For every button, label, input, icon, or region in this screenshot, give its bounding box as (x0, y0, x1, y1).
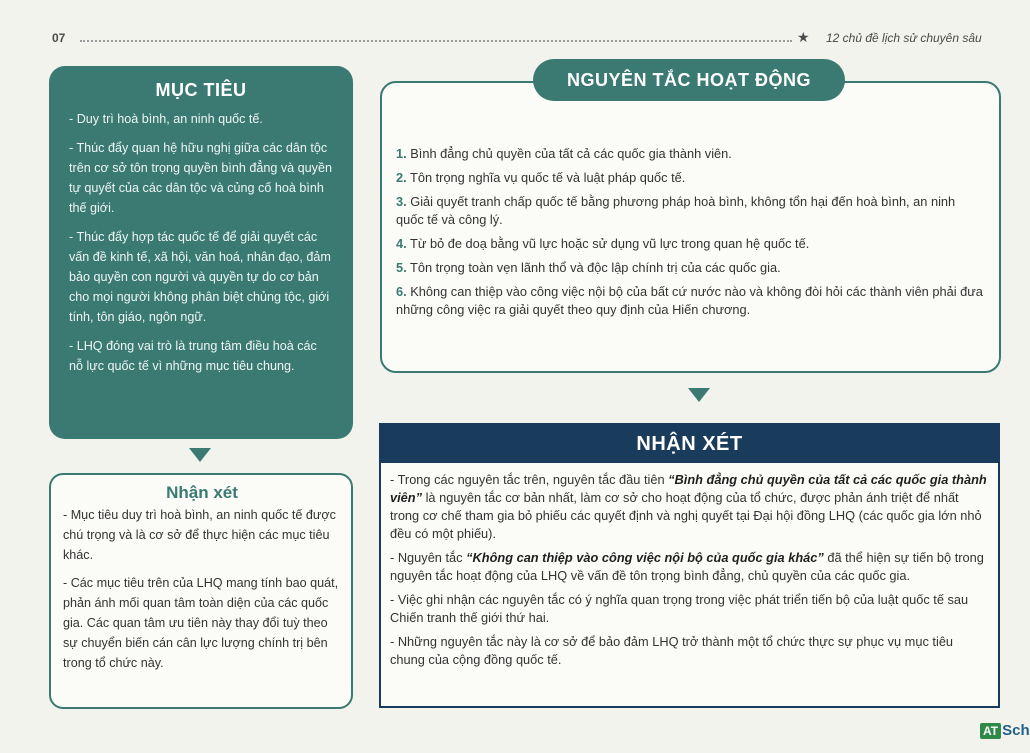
logo-mark-icon: AT (980, 723, 1001, 739)
nguyen-tac-item: 6. Không can thiệp vào công việc nội bộ của bất cứ nước nào và không đòi hỏi các thành viên phải đưa những công việc ra giải quyết theo quy định của Hiến chương. (396, 284, 983, 317)
nguyen-tac-item: 3. Giải quyết tranh chấp quốc tế bằng phương pháp hoà bình, không tổn hại đến hoà bình, an ninh quốc tế và công lý. (396, 194, 956, 227)
nhan-xet-header: NHẬN XÉT (381, 425, 998, 463)
nhan-xet-nguyen-tac-box (379, 423, 1000, 708)
nhan-xet-paragraph: - Việc ghi nhận các nguyên tắc có ý nghĩa quan trọng trong việc phát triển tiến bộ của luật quốc tế sau Chiến tranh thế giới thứ hai. (390, 592, 969, 625)
muc-tieu-item: - Duy trì hoà bình, an ninh quốc tế. (69, 112, 263, 126)
star-icon: ★ (797, 29, 810, 45)
nguyen-tac-item: 1. Bình đẳng chủ quyền của tất cả các quốc gia thành viên. (396, 146, 732, 161)
nhan-xet-item: - Các mục tiêu trên của LHQ mang tính bao quát, phản ánh mối quan tâm toàn diện của các quốc gia. Các quan tâm ưu tiên này thay đổi tuỳ theo sự chuyển biến cán cân lực lượng chính trị bên trong tổ chức này. (63, 576, 339, 670)
muc-tieu-item: - Thúc đẩy quan hệ hữu nghị giữa các dân tộc trên cơ sở tôn trọng quyền bình đẳng và quyền tự quyết của các dân tộc và củng cố hoà bình thế giới. (69, 141, 332, 215)
nguyen-tac-box (380, 81, 1001, 373)
logo-text: Sch (1002, 722, 1030, 739)
nguyen-tac-item: 4. Từ bỏ đe doạ bằng vũ lực hoặc sử dụng vũ lực trong quan hệ quốc tế. (396, 236, 810, 251)
nhan-xet-paragraph: - Trong các nguyên tắc trên, nguyên tắc đầu tiên “Bình đẳng chủ quyền của tất cả các quốc gia thành viên” là nguyên tắc cơ bản nhất, làm cơ sở cho hoạt động của tổ chức, được phản ánh triệt để nhất trong cơ chế tham gia bỏ phiếu các quyết định và nghị quyết tại Đại hội đồng LHQ (các quốc gia lớn nhỏ đều có một phiếu). (390, 472, 987, 541)
down-arrow-icon (189, 448, 211, 462)
nhan-xet-paragraph: - Những nguyên tắc này là cơ sở để bảo đảm LHQ trở thành một tổ chức thực sự phục vụ mục tiêu chung của cộng đồng quốc tế. (390, 634, 954, 667)
muc-tieu-item: - Thúc đẩy hợp tác quốc tế để giải quyết các vấn đề kinh tế, xã hội, văn hoá, nhân đạo, đảm bảo quyền con người và quyền tự do cơ bản cho mọi người không phân biệt chủng tộc, giới tính, tôn giáo, ngôn ngữ. (69, 230, 331, 324)
muc-tieu-item: - LHQ đóng vai trò là trung tâm điều hoà các nỗ lực quốc tế vì những mục tiêu chung. (69, 339, 317, 373)
header-dotted-rule (80, 40, 792, 42)
page-number: 07 (52, 31, 66, 45)
nhan-xet-muc-tieu-box (49, 473, 353, 709)
publisher-logo (980, 722, 1030, 739)
nguyen-tac-title: NGUYÊN TẮC HOẠT ĐỘNG (533, 59, 845, 101)
down-arrow-icon (688, 388, 710, 402)
muc-tieu-title: MỤC TIÊU (155, 80, 247, 100)
nguyen-tac-item: 2. Tôn trọng nghĩa vụ quốc tế và luật pháp quốc tế. (396, 170, 686, 185)
nguyen-tac-item: 5. Tôn trọng toàn vẹn lãnh thổ và độc lập chính trị của các quốc gia. (396, 260, 781, 275)
nhan-xet-item: - Mục tiêu duy trì hoà bình, an ninh quốc tế được chú trọng và là cơ sở để thực hiện các mục tiêu khác. (63, 508, 336, 562)
nhan-xet-paragraph: - Nguyên tắc “Không can thiệp vào công việc nội bộ của quốc gia khác” đã thể hiện sự tiến bộ trong nguyên tắc hoạt động của LHQ về vấn đề tôn trọng bình đẳng, chủ quyền của các quốc gia. (390, 550, 984, 583)
running-title: 12 chủ đề lịch sử chuyên sâu (826, 31, 982, 45)
muc-tieu-box (49, 66, 353, 439)
nhan-xet-title: Nhận xét (166, 483, 238, 502)
